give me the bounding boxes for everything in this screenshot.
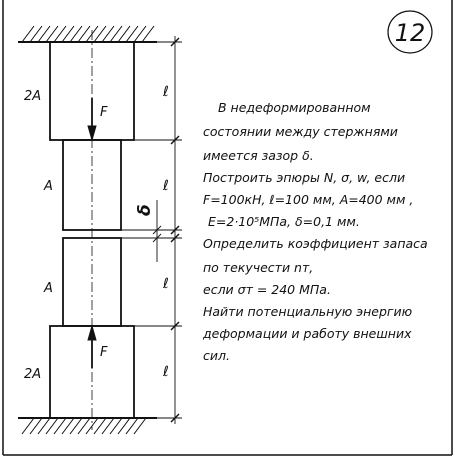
top-support [18,26,157,42]
label-force-bottom: F [100,345,108,360]
statement-line-8: по текучести nт, [203,260,314,275]
statement-line-12: сил. [203,348,230,363]
label-length-2: ℓ [163,178,169,194]
problem-statement [202,100,428,363]
dimensions [121,36,182,424]
statement-line-2: состоянии между стержнями [203,124,398,139]
label-length-1: ℓ [163,84,169,100]
problem-number-badge [388,11,432,53]
label-gap: δ [135,204,155,216]
statement-line-5: F=100кН, ℓ=100 мм, A=400 мм , [203,192,414,207]
statement-line-1: В недеформированном [218,100,371,115]
label-length-4: ℓ [163,364,169,380]
statement-line-7: Определить коэффициент запаса [203,236,428,251]
label-area-top: 2A [24,89,42,104]
label-length-3: ℓ [163,276,169,292]
statement-line-9: если σт = 240 МПа. [203,282,331,297]
label-force-top: F [100,105,108,120]
bottom-support [18,418,157,434]
statement-line-6: E=2·10⁵МПа, δ=0,1 мм. [208,214,360,229]
label-area-bottom: 2A [24,367,42,382]
force-arrow-bottom [88,326,96,368]
statement-line-11: деформации и работу внешних [203,326,412,341]
statement-line-3: имеется зазор δ. [203,148,314,163]
statement-line-10: Найти потенциальную энергию [203,304,413,319]
force-arrow-top [88,98,96,140]
label-area-upper: A [44,179,53,194]
label-area-lower: A [44,281,53,296]
problem-number: 12 [394,19,426,47]
statement-line-4: Построить эпюры N, σ, w, если [203,170,406,185]
